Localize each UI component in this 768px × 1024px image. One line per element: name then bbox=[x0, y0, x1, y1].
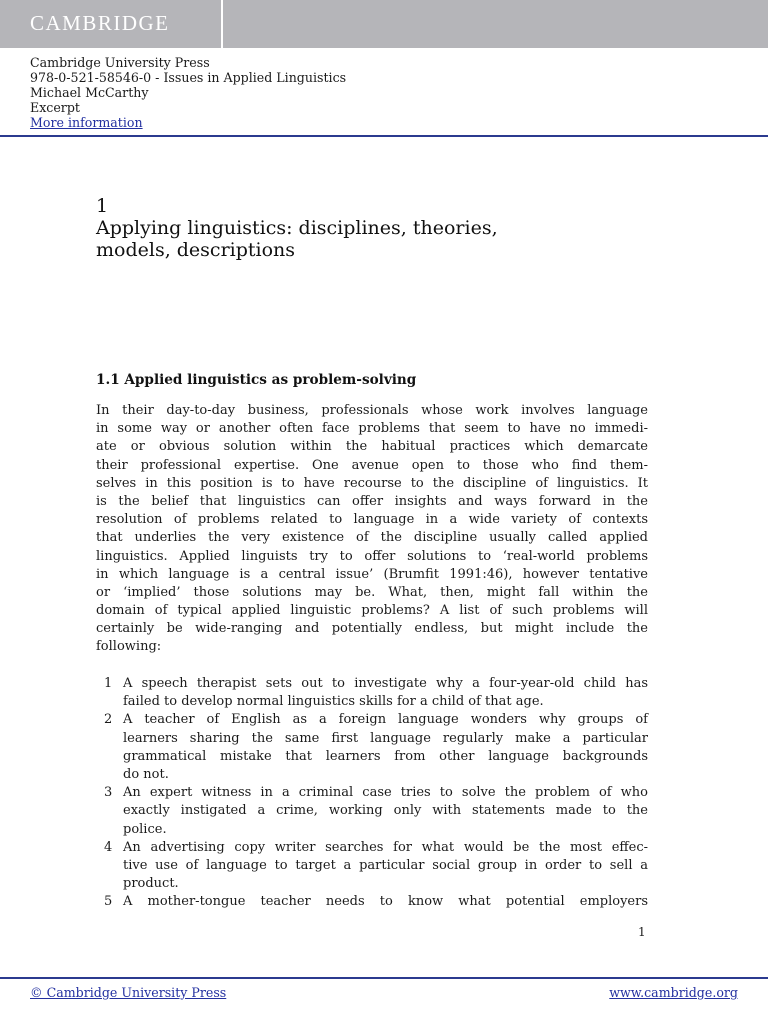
paragraph-line: ate or obvious solution within the habitual practices which demarcate bbox=[96, 439, 648, 455]
paragraph-line: domain of typical applied linguistic problems? A list of such problems will bbox=[96, 603, 648, 619]
publisher-banner bbox=[0, 0, 768, 48]
list-item-number: 2 bbox=[104, 712, 113, 728]
paragraph-line: their professional expertise. One avenue open to those who find them- bbox=[96, 457, 648, 473]
list-item-line: police. bbox=[123, 821, 167, 837]
list-item bbox=[96, 839, 648, 894]
paragraph-line: certainly be wide-ranging and potentially endless, but might include the bbox=[96, 621, 648, 637]
list-item-line: learners sharing the same first language regularly make a particular bbox=[123, 730, 648, 746]
paragraph-line: in some way or another often face problems that seem to have no immedi- bbox=[96, 421, 648, 437]
body-paragraph bbox=[96, 402, 648, 657]
paragraph-line: in which language is a central issue’ (Brumfit 1991:46), however tentative bbox=[96, 566, 648, 582]
list-item-line: grammatical mistake that learners from other language backgrounds bbox=[123, 748, 648, 764]
paragraph-line: selves in this position is to have recourse to the discipline of linguistics. It bbox=[96, 475, 648, 491]
list-item-line: A speech therapist sets out to investigate why a four-year-old child has bbox=[123, 676, 648, 691]
page-footer bbox=[0, 985, 768, 1005]
website-link[interactable]: www.cambridge.org bbox=[609, 985, 738, 1000]
paragraph-line: linguistics. Applied linguists try to offer solutions to ‘real-world problems bbox=[96, 548, 648, 564]
list-item-line: An expert witness in a criminal case tries to solve the problem of who bbox=[123, 785, 648, 801]
cambridge-logo[interactable]: CAMBRIDGE bbox=[30, 11, 170, 35]
list-item-line: A mother-tongue teacher needs to know what potential employers bbox=[123, 894, 648, 910]
list-item-line: An advertising copy writer searches for what would be the most effec- bbox=[123, 839, 648, 855]
chapter-title-line-1: Applying linguistics: disciplines, theories, bbox=[96, 217, 498, 239]
paragraph-line: that underlies the very existence of the discipline usually called applied bbox=[96, 530, 648, 546]
list-item-line: A teacher of English as a foreign language wonders why groups of bbox=[123, 712, 648, 728]
chapter-number: 1 bbox=[96, 195, 109, 217]
paragraph-line: resolution of problems related to language in a wide variety of contexts bbox=[96, 512, 648, 528]
chapter-heading bbox=[96, 195, 656, 261]
more-information-link[interactable]: More information bbox=[30, 115, 143, 130]
page-number: 1 bbox=[638, 925, 646, 939]
paragraph-line: or ‘implied’ those solutions may be. What, then, might fall within the bbox=[96, 584, 648, 600]
paragraph-line: is the belief that linguistics can offer insights and ways forward in the bbox=[96, 493, 648, 509]
list-item-line: failed to develop normal linguistics skills for a child of that age. bbox=[123, 694, 544, 710]
problem-list bbox=[96, 675, 648, 911]
header-rule bbox=[0, 135, 768, 137]
list-item-number: 1 bbox=[104, 676, 113, 691]
list-item bbox=[96, 784, 648, 839]
list-item-number: 4 bbox=[104, 839, 113, 855]
publisher-name: Cambridge University Press bbox=[30, 55, 210, 70]
excerpt-label: Excerpt bbox=[30, 100, 80, 115]
footer-rule bbox=[0, 977, 768, 979]
chapter-title-line-2: models, descriptions bbox=[96, 239, 296, 261]
list-item bbox=[96, 675, 648, 711]
section-heading: 1.1 Applied linguistics as problem-solving bbox=[96, 372, 417, 388]
list-item-line: product. bbox=[123, 876, 179, 892]
paragraph-line: In their day-to-day business, professionals whose work involves language bbox=[96, 403, 648, 418]
author-name: Michael McCarthy bbox=[30, 85, 149, 100]
isbn-title: 978-0-521-58546-0 - Issues in Applied Linguistics bbox=[30, 70, 347, 85]
list-item-line: exactly instigated a crime, working only with statements made to the bbox=[123, 803, 648, 819]
banner-divider bbox=[221, 0, 223, 48]
list-item-number: 5 bbox=[104, 894, 113, 910]
paragraph-line: following: bbox=[96, 639, 162, 655]
list-item-line: tive use of language to target a particular social group in order to sell a bbox=[123, 857, 648, 873]
list-item bbox=[96, 711, 648, 784]
list-item-number: 3 bbox=[104, 785, 113, 801]
book-metadata bbox=[30, 55, 346, 130]
list-item-line: do not. bbox=[123, 766, 169, 782]
list-item bbox=[96, 893, 648, 911]
copyright-link[interactable]: © Cambridge University Press bbox=[30, 985, 227, 1000]
